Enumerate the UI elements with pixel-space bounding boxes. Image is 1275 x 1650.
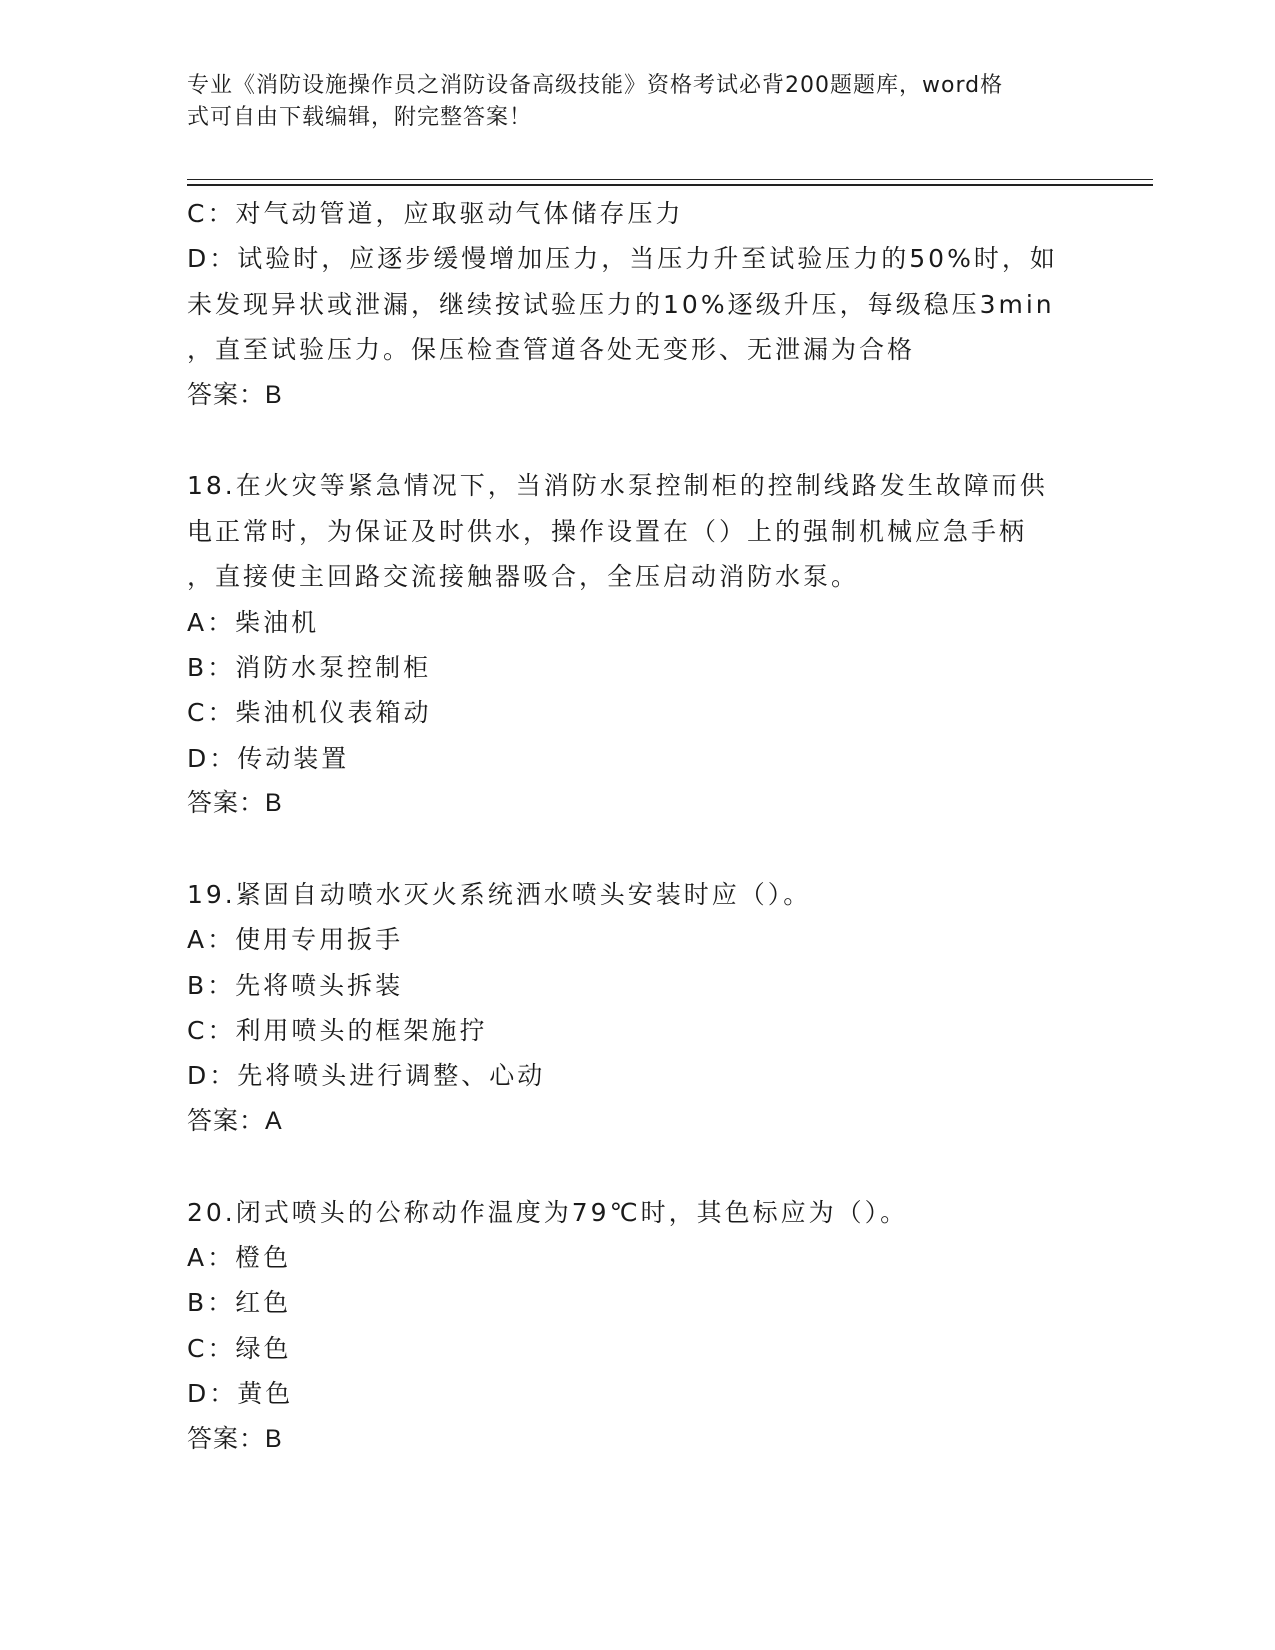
header-divider-thick <box>187 184 1153 186</box>
question-stem-line-3: ，直接使主回路交流接触器吸合，全压启动消防水泵。 <box>187 562 860 592</box>
option-d: D：先将喷头进行调整、心动 <box>187 1061 546 1091</box>
answer: 答案：B <box>187 789 283 818</box>
option-a: A：柴油机 <box>187 607 320 637</box>
question-stem-line-1: 19.紧固自动喷水灭火系统洒水喷头安装时应（）。 <box>187 879 812 909</box>
answer: 答案：B <box>187 1424 283 1453</box>
option-c: C：对气动管道，应取驱动气体储存压力 <box>187 199 684 228</box>
question-19 <box>187 872 1087 1144</box>
header-line-2: 式可自由下载编辑，附完整答案！ <box>187 105 533 130</box>
question-20 <box>187 1190 1087 1462</box>
option-b: B：先将喷头拆装 <box>187 970 404 1000</box>
answer: 答案：B <box>187 380 283 409</box>
answer: 答案：A <box>187 1106 283 1135</box>
option-d-line-3: ，直至试验压力。保压检查管道各处无变形、无泄漏为合格 <box>187 335 916 365</box>
option-a: A：橙色 <box>187 1242 292 1272</box>
spacer <box>187 418 1087 463</box>
option-c: C：利用喷头的框架施拧 <box>187 1016 488 1046</box>
question-content <box>187 191 1087 1462</box>
header-divider-thin <box>187 179 1153 180</box>
question-stem-line-1: 18.在火灾等紧急情况下，当消防水泵控制柜的控制线路发生故障而供 <box>187 471 1048 501</box>
document-header <box>187 70 1067 134</box>
option-d-line-1: D：试验时，应逐步缓慢增加压力，当压力升至试验压力的50%时，如 <box>187 244 1058 274</box>
spacer <box>187 1144 1087 1189</box>
option-b: B：消防水泵控制柜 <box>187 652 432 682</box>
option-b: B：红色 <box>187 1288 292 1318</box>
prev-question <box>187 191 1087 418</box>
option-d-line-2: 未发现异状或泄漏，继续按试验压力的10%逐级升压，每级稳压3min <box>187 289 1055 319</box>
option-c: C：绿色 <box>187 1333 292 1363</box>
option-d: D：传动装置 <box>187 743 350 773</box>
question-stem-line-1: 20.闭式喷头的公称动作温度为79℃时，其色标应为（）。 <box>187 1197 909 1227</box>
option-d: D：黄色 <box>187 1379 294 1409</box>
option-c: C：柴油机仪表箱动 <box>187 698 432 728</box>
question-stem-line-2: 电正常时，为保证及时供水，操作设置在（）上的强制机械应急手柄 <box>187 516 1028 546</box>
header-line-1: 专业《消防设施操作员之消防设备高级技能》资格考试必背200题题库，word格 <box>187 73 1004 98</box>
question-18 <box>187 463 1087 826</box>
option-a: A：使用专用扳手 <box>187 925 404 955</box>
spacer <box>187 826 1087 871</box>
